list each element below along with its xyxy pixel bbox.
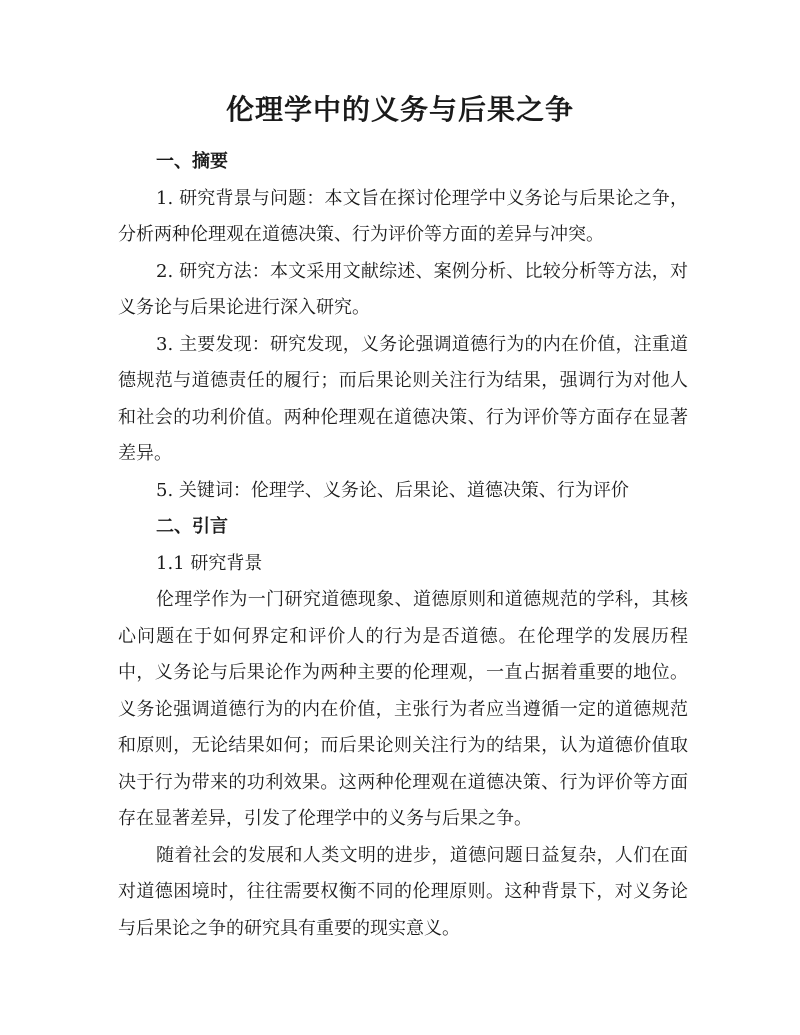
abstract-item-keywords: 5. 关键词：伦理学、义务论、后果论、道德决策、行为评价: [156, 479, 629, 501]
abstract-heading: 一、摘要: [156, 151, 228, 172]
document-title: 伦理学中的义务与后果之争: [225, 93, 574, 126]
introduction-paragraph: 伦理学作为一门研究道德现象、道德原则和道德规范的学科，其核心问题在于如何界定和评价人的行为是否道德。在伦理学的发展历程中，义务论与后果论作为两种主要的伦理观，一直占据着重要的地位。义务论强调道德行为的内在价值，主张行为者应当遵循一定的道德规范和原则，无论结果如何；而后果论则关注行为的结果，认为道德价值取决于行为带来的功利效果。这两种伦理观在道德决策、行为评价等方面存在显著差异，引发了伦理学中的义务与后果之争。: [118, 589, 688, 829]
introduction-heading: 二、引言: [156, 516, 228, 537]
introduction-paragraph: 随着社会的发展和人类文明的进步，道德问题日益复杂，人们在面对道德困境时，往往需要权衡不同的伦理原则。这种背景下，对义务论与后果论之争的研究具有重要的现实意义。: [118, 844, 688, 939]
abstract-item-findings: 3. 主要发现：研究发现，义务论强调道德行为的内在价值，注重道德规范与道德责任的履行；而后果论则关注行为结果，强调行为对他人和社会的功利价值。两种伦理观在道德决策、行为评价等方面存在显著差异。: [118, 333, 688, 464]
abstract-item-methods: 2. 研究方法：本文采用文献综述、案例分析、比较分析等方法，对义务论与后果论进行深入研究。: [118, 260, 688, 318]
document-body: [118, 144, 688, 947]
introduction-subheading: 1.1 研究背景: [156, 552, 263, 574]
abstract-item-background: 1. 研究背景与问题：本文旨在探讨伦理学中义务论与后果论之争，分析两种伦理观在道德决策、行为评价等方面的差异与冲突。: [118, 187, 688, 245]
